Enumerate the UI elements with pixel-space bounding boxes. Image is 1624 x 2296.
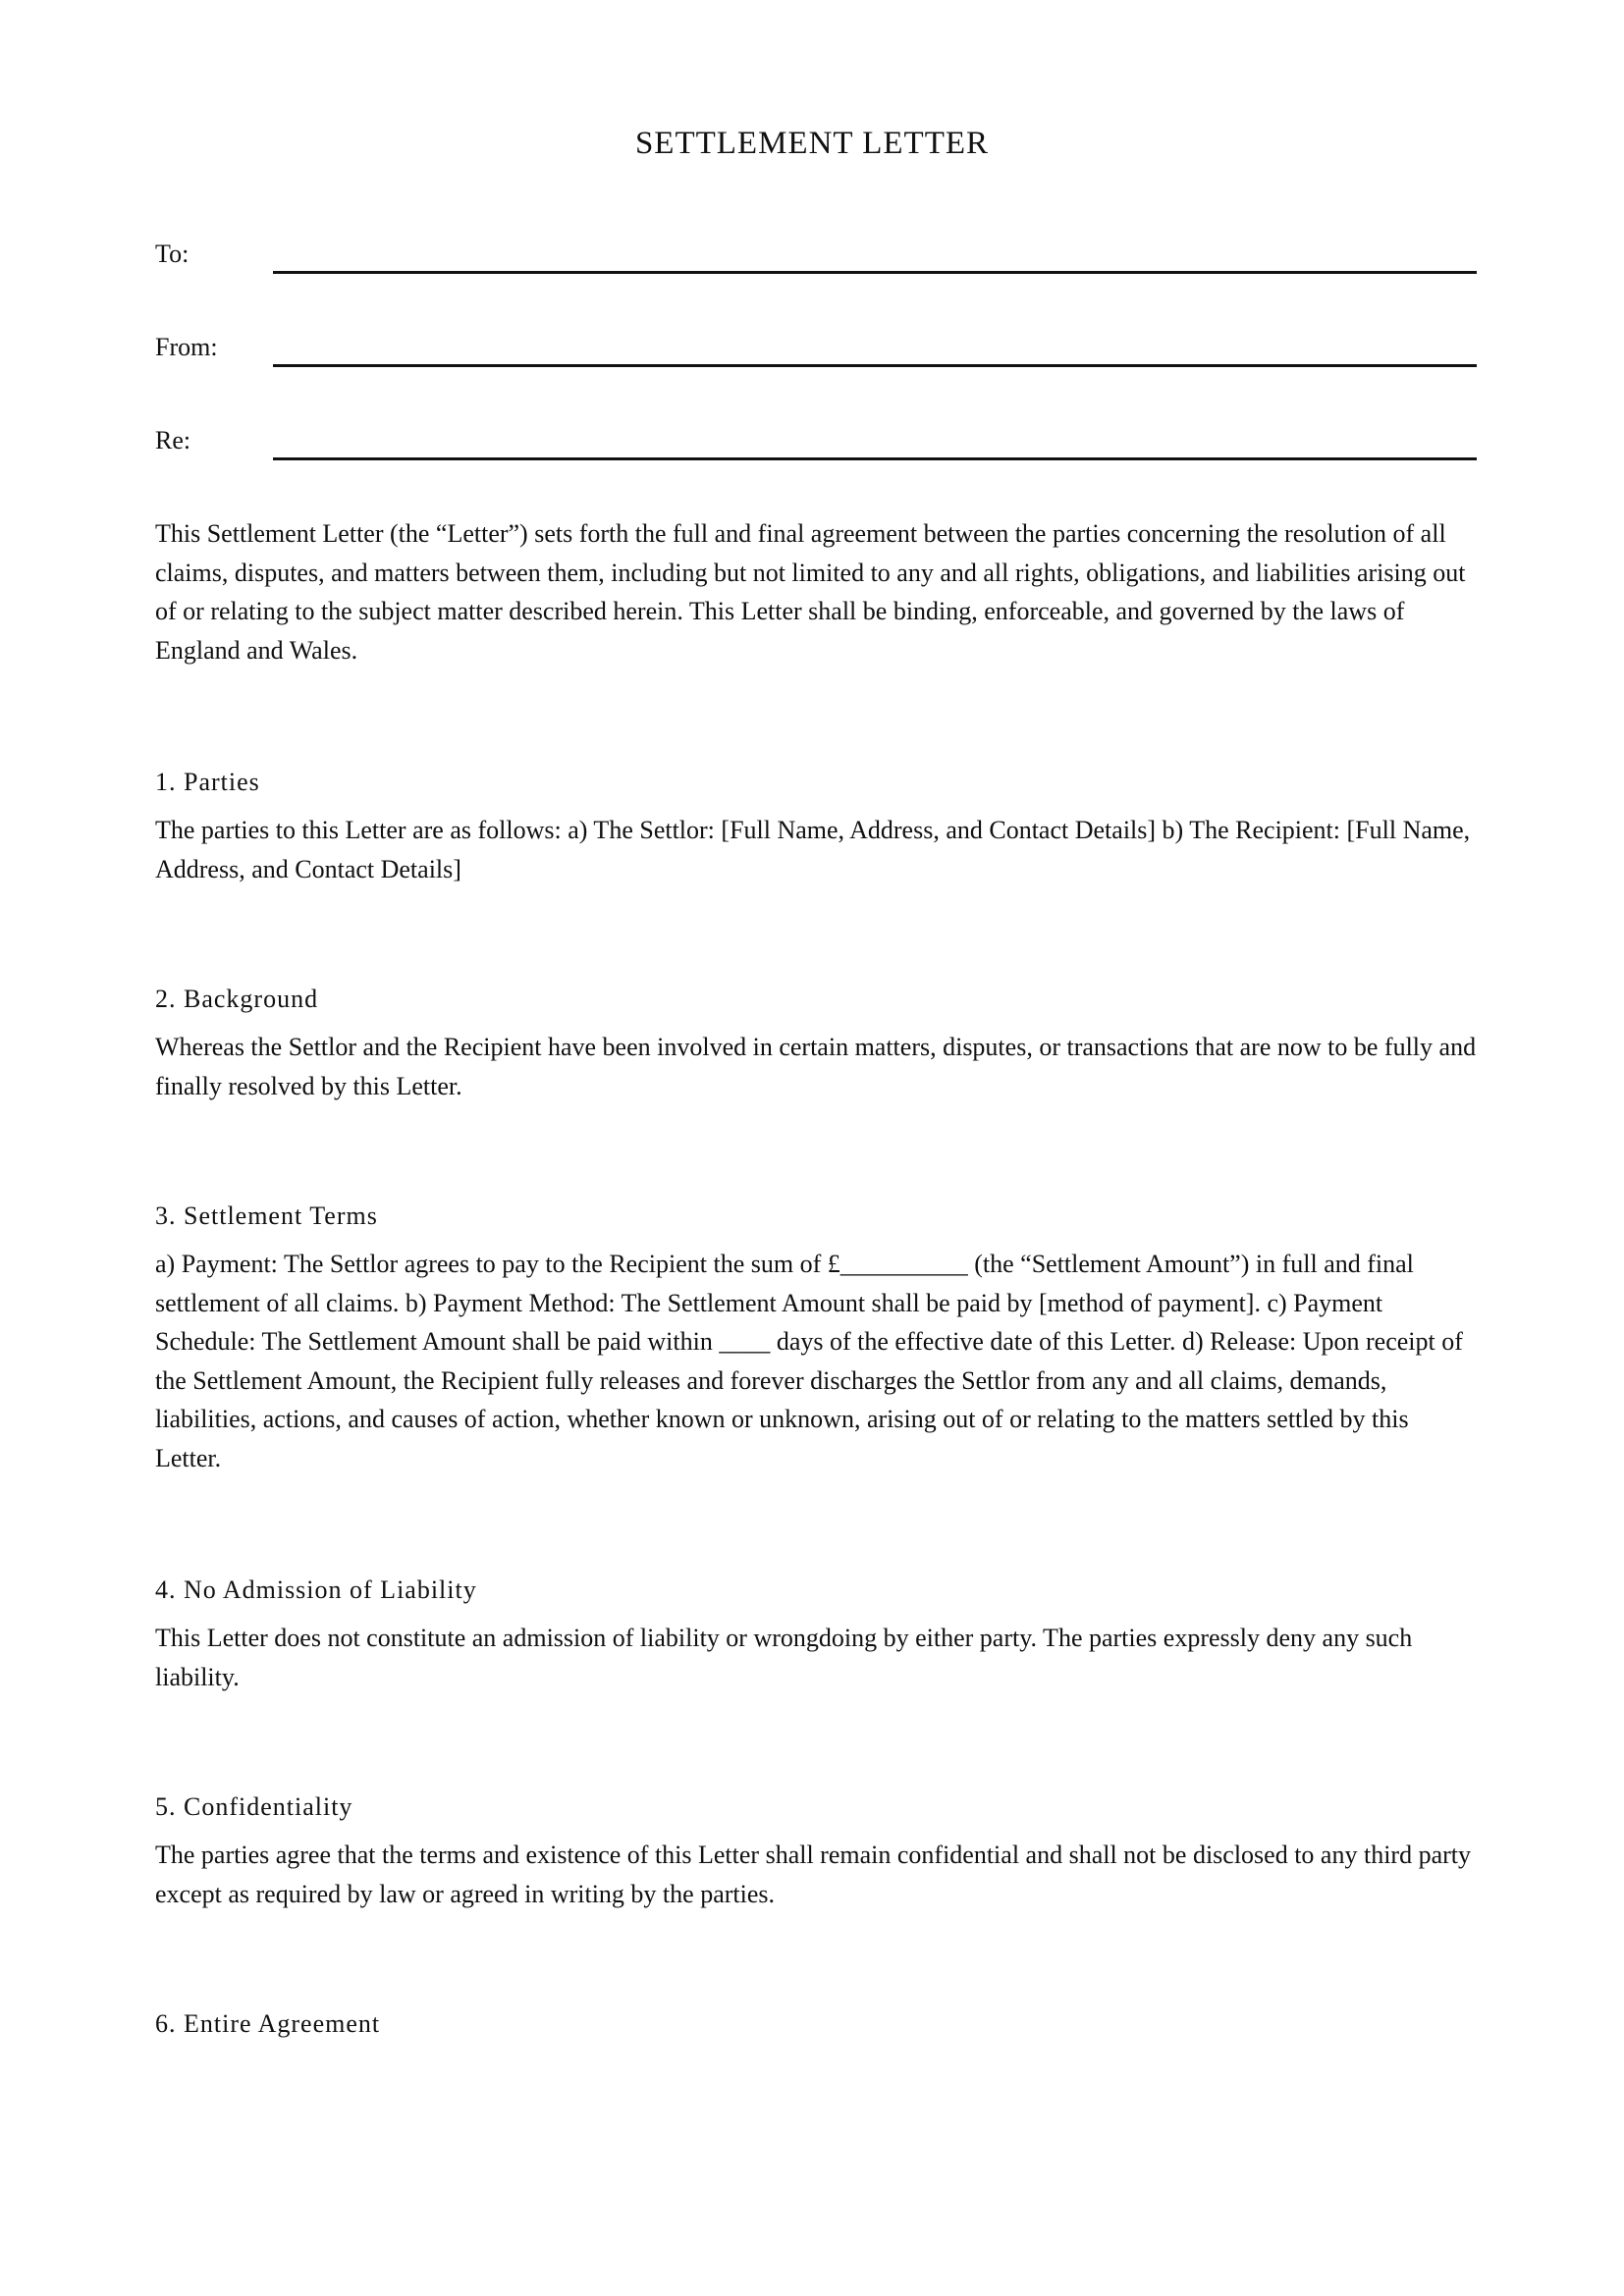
to-blank-line[interactable]	[273, 271, 1477, 274]
section-body-background: Whereas the Settlor and the Recipient have been involved in certain matters, disputes, or transactions that are now to be fully and finally resolved by this Letter.	[155, 1033, 1477, 1100]
from-field	[155, 331, 1477, 390]
section-heading-no-admission: 4. No Admission of Liability	[155, 1575, 477, 1604]
section-heading-background: 2. Background	[155, 985, 319, 1013]
document-title: SETTLEMENT LETTER	[634, 126, 990, 161]
section-body-settlement-terms: a) Payment: The Settlor agrees to pay to the Recipient the sum of £__________ (the “Settlement Amount”) in full and final settlement of all claims. b) Payment Method: The Settlement Amount shall be paid by [method of payment]. c) Payment Schedule: The Settlement Amount shall be paid within ____ days of the effective date of this Letter. d) Release: Upon receipt of the Settlement Amount, the Recipient fully releases and forever discharges the Settlor from any and all claims, demands, liabilities, actions, and causes of action, whether known or unknown, arising out of or relating to the matters settled by this Letter.	[155, 1250, 1463, 1472]
intro-paragraph: This Settlement Letter (the “Letter”) sets forth the full and final agreement between the parties concerning the resolution of all claims, disputes, and matters between them, including but not limited to any and all rights, obligations, and liabilities arising out of or relating to the subject matter described herein. This Letter shall be binding, enforceable, and governed by the laws of England and Wales.	[155, 519, 1466, 665]
section-heading-entire-agreement: 6. Entire Agreement	[155, 2009, 381, 2038]
section-heading-confidentiality: 5. Confidentiality	[155, 1792, 353, 1821]
section-body-confidentiality: The parties agree that the terms and existence of this Letter shall remain confidential and shall not be disclosed to any third party except as required by law or agreed in writing by the parties.	[155, 1841, 1472, 1908]
from-blank-line[interactable]	[273, 364, 1477, 367]
from-label: From:	[155, 333, 218, 361]
section-heading-parties: 1. Parties	[155, 768, 260, 796]
to-label: To:	[155, 240, 189, 268]
re-field	[155, 424, 1477, 483]
section-body-no-admission: This Letter does not constitute an admission of liability or wrongdoing by either party. The parties expressly deny any such liability.	[155, 1624, 1413, 1691]
re-blank-line[interactable]	[273, 457, 1477, 460]
to-field	[155, 238, 1477, 296]
section-heading-settlement-terms: 3. Settlement Terms	[155, 1201, 378, 1230]
re-label: Re:	[155, 426, 191, 454]
section-body-parties: The parties to this Letter are as follows: a) The Settlor: [Full Name, Address, and Contact Details] b) The Recipient: [Full Name, Address, and Contact Details]	[155, 816, 1471, 883]
